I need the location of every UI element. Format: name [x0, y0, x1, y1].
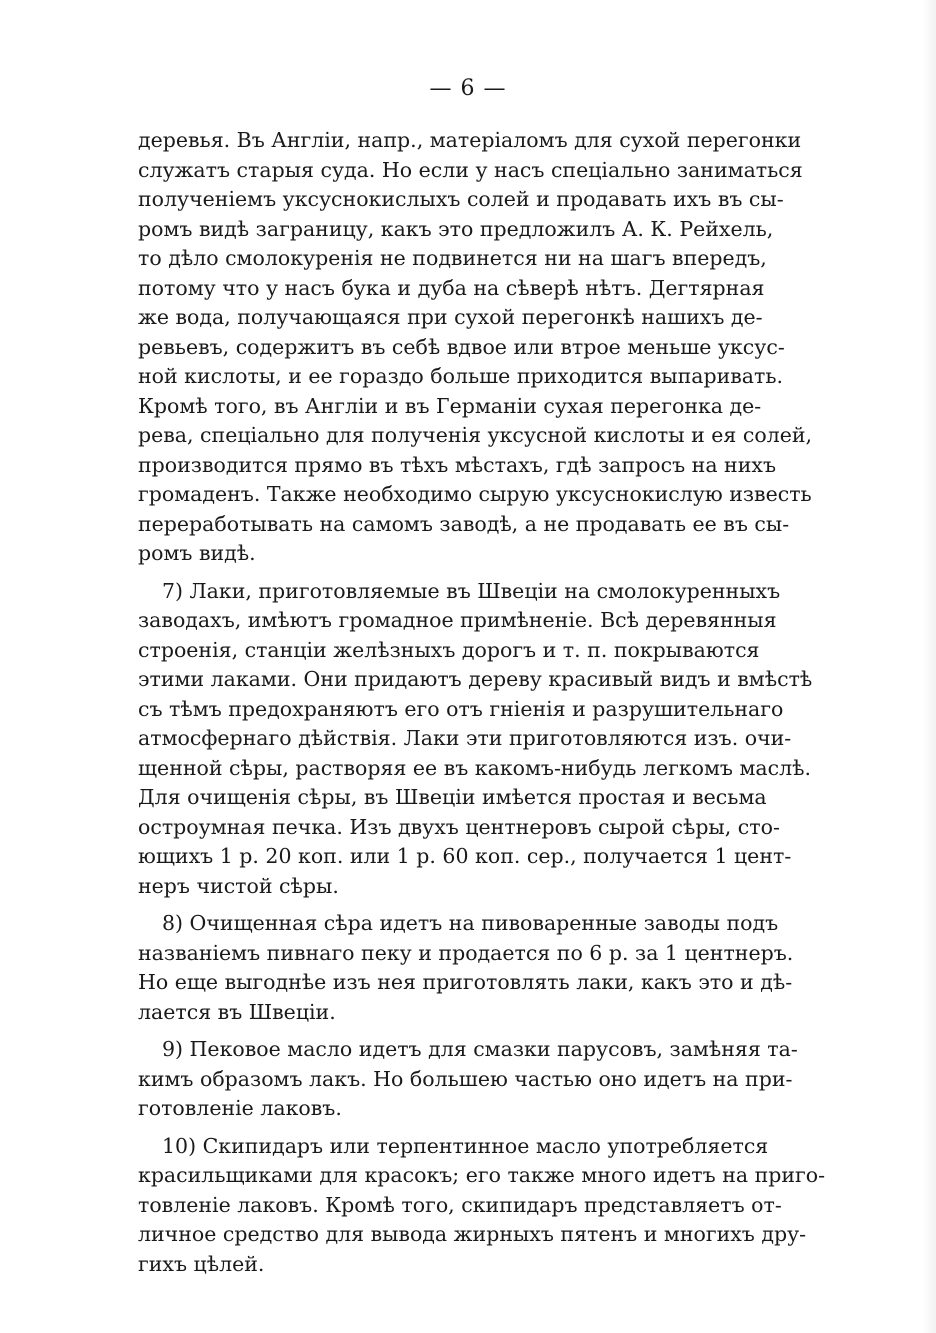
text-line: то дѣло смолокуренія не подвинется ни на шагъ впередъ, [138, 246, 767, 270]
text-line: ной кислоты, и ее гораздо больше приходится выпаривать. [138, 364, 784, 388]
text-line: 8) Очищенная сѣра идетъ на пивоваренные заводы подъ [162, 911, 779, 935]
text-line: Для очищенія сѣры, въ Швеціи имѣется простая и весьма [138, 785, 767, 809]
paragraph [138, 1132, 826, 1280]
text-line: готовленіе лаковъ. [138, 1096, 342, 1120]
text-line: потому что у насъ бука и дуба на сѣверѣ нѣтъ. Дегтярная [138, 275, 765, 300]
text-line: рева, спеціально для полученія уксусной кислоты и ея солей, [138, 423, 813, 447]
text-line: гихъ цѣлей. [138, 1251, 265, 1276]
page-body [138, 126, 826, 1287]
text-line: 10) Скипидаръ или терпентинное масло употребляется [162, 1133, 769, 1158]
text-line: щенной сѣры, растворяя ее въ какомъ-нибудь легкомъ маслѣ. [138, 755, 812, 780]
page-number: — 6 — [429, 76, 507, 101]
paragraph [138, 1035, 798, 1124]
text-line: Кромѣ того, въ Англіи и въ Германіи сухая перегонка де- [138, 393, 762, 418]
text-line: ревьевъ, содержитъ въ себѣ вдвое или втрое меньше уксус- [138, 334, 785, 359]
text-line: этими лаками. Они придаютъ дереву красивый видъ и вмѣстѣ [138, 667, 813, 691]
text-line: деревья. Въ Англіи, напр., матеріаломъ для сухой перегонки [138, 128, 802, 152]
text-line: полученіемъ уксуснокислыхъ солей и продавать ихъ въ сы- [138, 187, 784, 211]
text-line: 9) Пековое масло идетъ для смазки парусовъ, замѣняя та- [162, 1037, 798, 1061]
paragraph [138, 126, 813, 569]
text-line: заводахъ, имѣютъ громадное примѣненіе. Всѣ деревянныя [138, 608, 777, 632]
paragraph [138, 909, 794, 1027]
text-line: строенія, станціи желѣзныхъ дорогъ и т. п. покрываются [138, 637, 760, 662]
paragraph [138, 577, 813, 902]
text-line: личное средство для вывода жирныхъ пятенъ и многихъ дру- [138, 1222, 807, 1246]
text-line: ющихъ 1 р. 20 коп. или 1 р. 60 коп. сер., получается 1 цент- [138, 844, 792, 868]
text-line: 7) Лаки, приготовляемые въ Швеціи на смолокуренныхъ [162, 578, 781, 603]
text-line: атмосфернаго дѣйствія. Лаки эти приготовляются изъ. очи- [138, 726, 792, 750]
text-line: служатъ старыя суда. Но если у насъ спеціально заниматься [138, 157, 803, 182]
text-line: названіемъ пивнаго пеку и продается по 6 р. за 1 центнеръ. [138, 940, 794, 965]
text-line: же вода, получающаяся при сухой перегонкѣ нашихъ де- [138, 305, 763, 329]
text-line: остроумная печка. Изъ двухъ центнеровъ сырой сѣры, сто- [138, 814, 780, 839]
text-line: лается въ Швеціи. [138, 999, 336, 1024]
text-line: громаденъ. Также необходимо сырую уксуснокислую известь [138, 482, 812, 506]
text-line: красильщиками для красокъ; его также много идетъ на приго- [138, 1163, 826, 1187]
text-line: ромъ видѣ. [138, 541, 256, 565]
text-line: производится прямо въ тѣхъ мѣстахъ, гдѣ запросъ на нихъ [138, 452, 776, 477]
text-line: кимъ образомъ лакъ. Но большею частью оно идетъ на при- [138, 1066, 793, 1091]
text-line: съ тѣмъ предохраняютъ его отъ гніенія и разрушительнаго [138, 696, 784, 721]
text-line: Но еще выгоднѣе изъ нея приготовлять лаки, какъ это и дѣ- [138, 970, 793, 994]
text-line: ромъ видѣ заграницу, какъ это предложилъ А. К. Рейхель, [138, 216, 774, 241]
text-line: переработывать на самомъ заводѣ, а не продавать ее въ сы- [138, 511, 790, 536]
text-line: товленіе лаковъ. Кромѣ того, скипидаръ представляетъ от- [138, 1192, 782, 1217]
page-edge-shadow [922, 0, 936, 1333]
text-line: неръ чистой сѣры. [138, 873, 339, 898]
